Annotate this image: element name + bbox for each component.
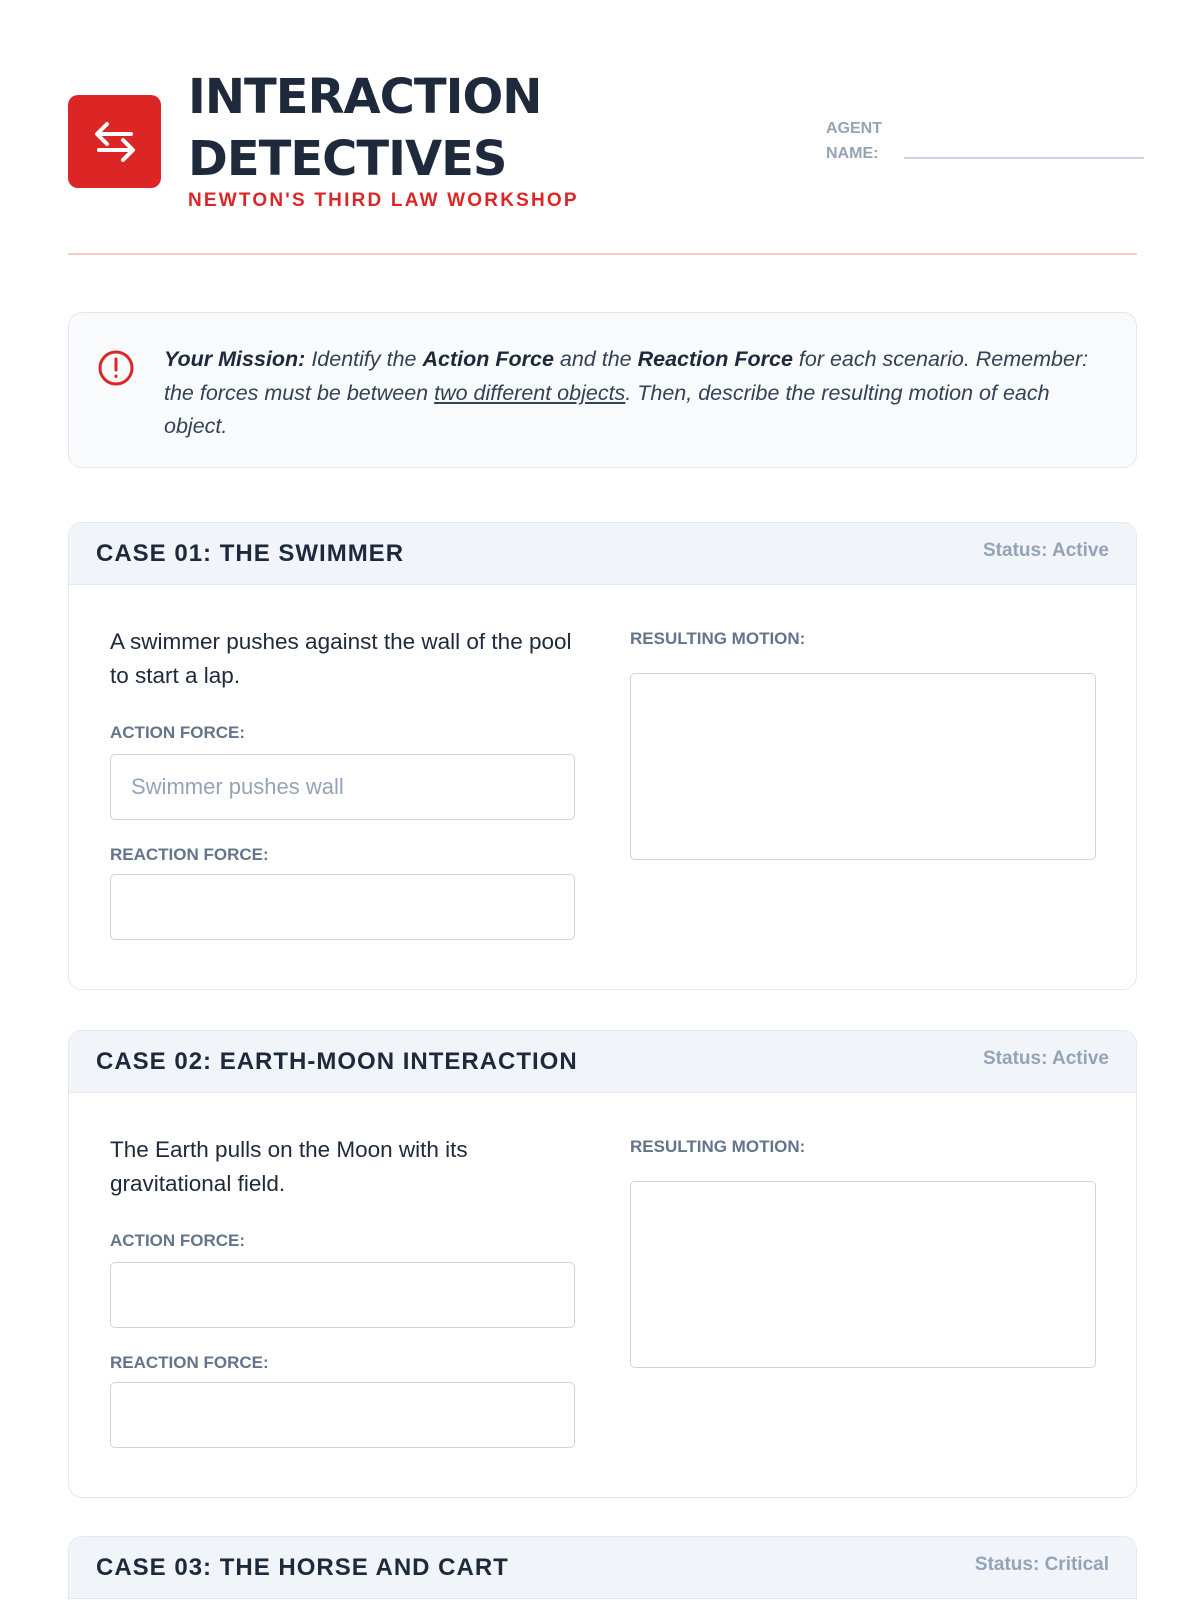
mission-text-1: Identify the (305, 347, 423, 371)
case-card-02 (68, 1030, 1137, 1498)
mission-underlined-term: two different objects (434, 380, 626, 405)
case-header (69, 1537, 1136, 1599)
reaction-force-label: REACTION FORCE: (110, 1353, 269, 1372)
title-line-1: INTERACTION (188, 69, 542, 125)
mission-text (164, 343, 1104, 444)
mission-reaction-term: Reaction Force (637, 347, 793, 371)
agent-name-field (826, 116, 1144, 166)
case-card-03 (68, 1536, 1137, 1600)
action-force-input[interactable] (110, 1262, 575, 1328)
mission-text-2: and the (553, 347, 638, 371)
reaction-force-input[interactable] (110, 874, 575, 940)
agent-name-label (826, 116, 890, 166)
mission-lead: Your Mission: (164, 347, 306, 371)
reaction-force-label: REACTION FORCE: (110, 845, 269, 864)
agent-name-input-line[interactable] (904, 157, 1144, 159)
resulting-motion-textarea[interactable] (630, 1181, 1096, 1368)
mission-text-4: . Then, describe the resulting motion of each object. (164, 380, 1050, 438)
resulting-motion-label: RESULTING MOTION: (630, 1137, 806, 1156)
resulting-motion-textarea[interactable] (630, 673, 1096, 860)
case-title: CASE 02: EARTH-MOON INTERACTION (96, 1048, 578, 1075)
case-status: Status: Active (983, 540, 1109, 561)
header-divider (68, 253, 1137, 255)
page-subtitle: NEWTON'S THIRD LAW WORKSHOP (188, 190, 579, 211)
action-force-label: ACTION FORCE: (110, 723, 246, 742)
case-title: CASE 01: THE SWIMMER (96, 540, 405, 567)
case-status: Status: Active (983, 1048, 1109, 1069)
action-force-label: ACTION FORCE: (110, 1231, 246, 1250)
mission-action-term: Action Force (422, 347, 554, 371)
mission-callout (68, 312, 1137, 468)
agent-label-line-2: NAME: (826, 145, 879, 162)
case-scenario: The Earth pulls on the Moon with its gravitational field. (110, 1137, 468, 1196)
swap-arrows-icon (68, 95, 161, 188)
case-scenario: A swimmer pushes against the wall of the pool to start a lap. (110, 629, 572, 688)
resulting-motion-label: RESULTING MOTION: (630, 629, 806, 648)
case-header (69, 1031, 1136, 1093)
case-header (69, 523, 1136, 585)
action-force-input[interactable] (110, 754, 575, 820)
alert-circle-icon (97, 349, 135, 392)
mission-text-3: for each scenario. Remember: the forces must be between (164, 347, 1089, 405)
page-title (188, 66, 541, 190)
agent-label-line-1: AGENT (826, 120, 882, 137)
title-line-2: DETECTIVES (188, 131, 507, 187)
case-card-01 (68, 522, 1137, 990)
case-status: Status: Critical (974, 1554, 1109, 1575)
reaction-force-input[interactable] (110, 1382, 575, 1448)
case-title: CASE 03: THE HORSE AND CART (96, 1554, 509, 1581)
